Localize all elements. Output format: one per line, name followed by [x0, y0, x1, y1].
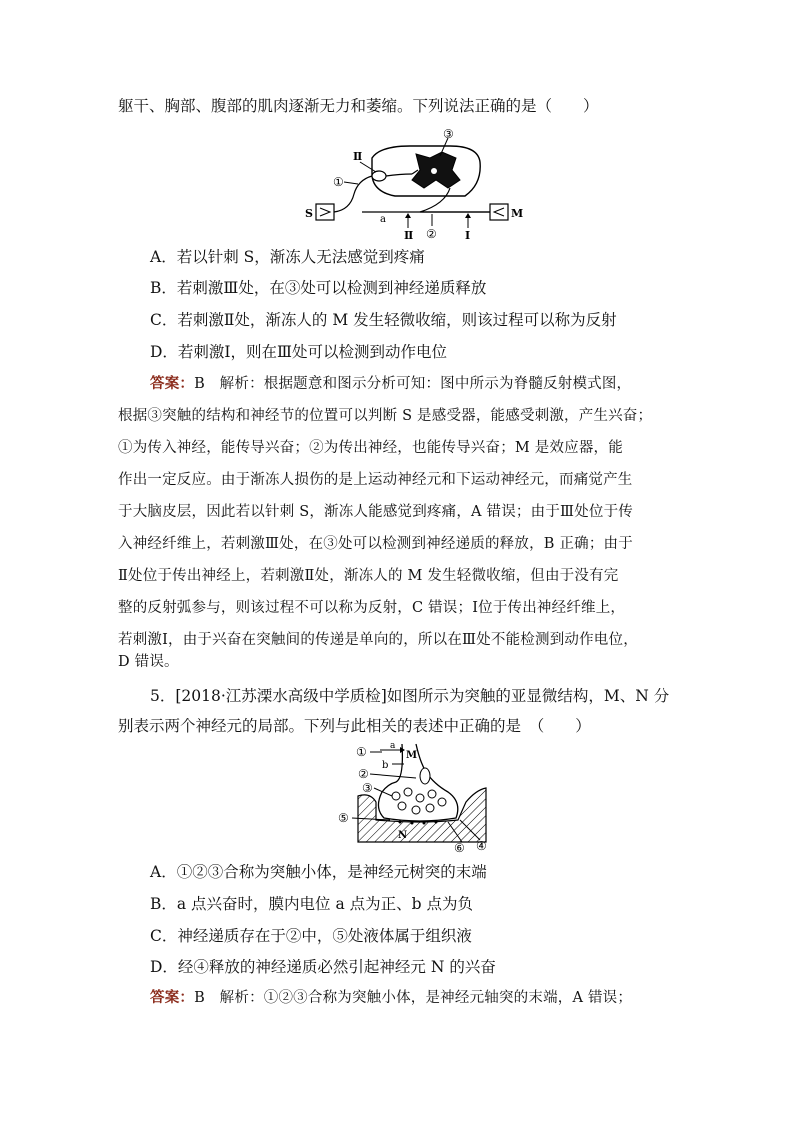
label-a: a	[390, 742, 396, 751]
q4-answer-line-9: 若刺激Ⅰ，由于兴奋在突触间的传递是单向的，所以在Ⅲ处不能检测到动作电位，	[118, 632, 638, 648]
efferent-nerve	[420, 188, 490, 212]
label-c6: ⑥	[454, 841, 465, 854]
q5-option-a: A．①②③合称为突触小体，是神经元树突的末端	[150, 863, 487, 881]
synapse-figure	[330, 742, 500, 854]
q4-answer-line-6: 入神经纤维上，若刺激Ⅲ处，在③处可以检测到神经递质的释放，B 正确；由于	[118, 536, 633, 552]
label-S: S	[305, 207, 313, 220]
q5-option-c: C．神经递质存在于②中，⑤处液体属于组织液	[150, 927, 472, 945]
q4-answer-line-5: 于大脑皮层，因此若以针刺 S，渐冻人能感觉到疼痛，A 错误；由于Ⅲ处位于传	[118, 504, 634, 520]
spinal-reflex-figure	[300, 124, 535, 242]
q4-stem: 躯干、胸部、腹部的肌肉逐渐无力和萎缩。下列说法正确的是（ ）	[118, 97, 599, 115]
label-II-top: Ⅱ	[353, 150, 363, 163]
label-b: b	[382, 760, 389, 771]
q5-option-b: B．a 点兴奋时，膜内电位 a 点为正、b 点为负	[150, 895, 474, 913]
label-c2: ②	[358, 767, 369, 781]
q5-stem-line-1: 5．[2018·江苏溧水高级中学质检]如图所示为突触的亚显微结构，M、N 分	[150, 687, 670, 705]
label-c5: ⑤	[338, 811, 349, 825]
q5-option-d: D．经④释放的神经递质必然引起神经元 N 的兴奋	[150, 958, 496, 976]
q4-answer-line-2: 根据③突触的结构和神经节的位置可以判断 S 是感受器，能感受刺激，产生兴奋；	[118, 408, 653, 424]
q4-option-b: B．若刺激Ⅲ处，在③处可以检测到神经递质释放	[150, 279, 487, 297]
q4-option-d: D．若刺激Ⅰ，则在Ⅲ处可以检测到动作电位	[150, 343, 447, 361]
q4-answer-line-8: 整的反射弧参与，则该过程不可以称为反射，C 错误；Ⅰ位于传出神经纤维上，	[118, 600, 626, 616]
label-circ1: ①	[333, 175, 344, 189]
label-c3: ③	[362, 781, 373, 795]
label-M: M	[406, 750, 418, 761]
q5-answer-line-1: 答案：B 解析：①②③合称为突触小体，是神经元轴突的末端，A 错误；	[150, 989, 633, 1006]
q4-option-a: A．若以针刺 S，渐冻人无法感觉到疼痛	[150, 248, 425, 266]
ganglion	[372, 171, 386, 181]
mitochondrion	[420, 768, 430, 784]
q5-stem-line-2: 别表示两个神经元的局部。下列与此相关的表述中正确的是 （ ）	[118, 717, 591, 735]
q4-answer-line-4: 作出一定反应。由于渐冻人损伤的是上运动神经元和下运动神经元，而痛觉产生	[118, 472, 633, 488]
label-c4: ④	[476, 839, 487, 853]
q4-answer-line-1: 答案：B 解析：根据题意和图示分析可知：图中所示为脊髓反射模式图，	[150, 375, 632, 392]
label-II: Ⅱ	[404, 229, 414, 242]
q4-answer-line-10: D 错误。	[118, 654, 179, 670]
label-N: N	[398, 830, 408, 841]
q4-option-c: C．若刺激Ⅱ处，渐冻人的 M 发生轻微收缩，则该过程可以称为反射	[150, 311, 617, 329]
label-circ3: ③	[443, 127, 454, 141]
q5-answer-label: 答案：	[150, 989, 195, 1006]
label-c1: ①	[356, 745, 367, 759]
q4-answer-line-7: Ⅱ处位于传出神经上，若刺激Ⅱ处，渐冻人的 M 发生轻微收缩，但由于没有完	[118, 568, 619, 584]
label-circ2: ②	[426, 227, 437, 241]
label-M: M	[511, 207, 524, 220]
q4-answer-line-3: ①为传入神经，能传导兴奋；②为传出神经，也能传导兴奋；M 是效应器，能	[118, 440, 623, 456]
label-a: a	[380, 214, 386, 225]
label-I: Ⅰ	[465, 229, 471, 242]
q4-answer-label: 答案：	[150, 375, 195, 392]
